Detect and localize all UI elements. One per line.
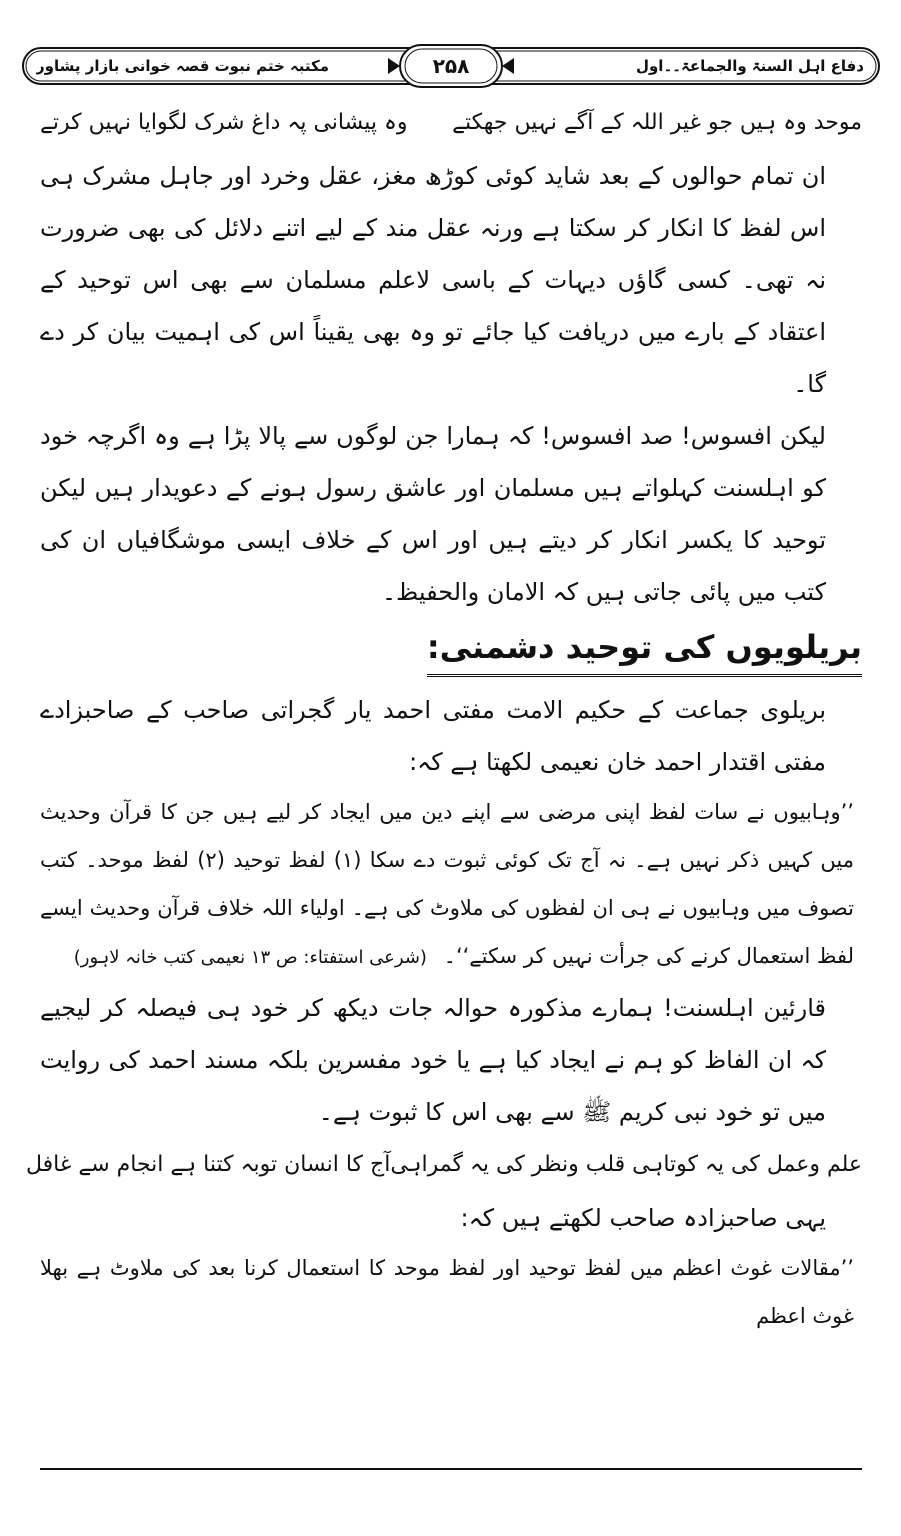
- section-heading: بریلویوں کی توحید دشمنی:: [427, 622, 862, 677]
- couplet-2-first-line: علم وعمل کی یہ کوتاہی قلب ونظر کی یہ گمراہی: [390, 1152, 862, 1177]
- section-heading-container: [40, 618, 862, 684]
- paragraph-5: یہی صاحبزادہ صاحب لکھتے ہیں کہ:: [460, 1204, 826, 1232]
- couplet-1-second-line: وہ پیشانی پہ داغ شرک لگوایا نہیں کرتے: [40, 110, 408, 135]
- header-book-title: دفاع اہل السنۃ والجماعۃ۔۔اول: [635, 57, 864, 75]
- page-number: ۲۵۸: [432, 54, 470, 78]
- paragraph-1: ان تمام حوالوں کے بعد شاید کوئی کوڑھ مغز، عقل وخرد اور جاہل مشرک ہی اس لفظ کا انکار کر سکتا ہے ورنہ عقل مند کے لیے اتنے دلائل کی بھی ضرورت نہ تھی۔ کسی گاؤں دیہات کے باسی لاعلم مسلمان سے بھی اس توحید کے اعتقاد کے بارے میں دریافت کیا جائے تو وہ بھی یقیناً اس کی اہمیت بیان کر دے گا۔: [40, 162, 826, 398]
- quotation-1-text: ’’وہابیوں نے سات لفظ اپنی مرضی سے اپنے دین میں ایجاد کر لیے ہیں جن کا قرآن وحدیث میں کہیں ذکر نہیں ہے۔ نہ آج تک کوئی ثبوت دے سکا (۱) لفظ توحید (۲) لفظ موحد۔ کتب تصوف میں وہابیوں نے ہی ان لفظوں کی ملاوٹ کی ہے۔ اولیاء اللہ خلاف قرآن وحدیث ایسے لفظ استعمال کرنے کی جرأت نہیں کر سکتے‘‘۔: [40, 800, 854, 968]
- paragraph-3: بریلوی جماعت کے حکیم الامت مفتی احمد یار گجراتی صاحب کے صاحبزادے مفتی اقتدار احمد خان نعیمی لکھتا ہے کہ:: [40, 696, 826, 776]
- quotation-2: ’’مقالات غوث اعظم میں لفظ توحید اور لفظ موحد کا استعمال کرنا بعد کی ملاوٹ ہے بھلا غوث اعظم: [40, 1256, 854, 1328]
- page-body: [25, 96, 862, 1340]
- couplet-1-first-line: موحد وہ ہیں جو غیر اللہ کے آگے نہیں جھکتے: [452, 110, 862, 135]
- couplet-2-second-line: آج کا انسان توبہ کتنا ہے انجام سے غافل: [25, 1152, 391, 1177]
- paragraph-2: لیکن افسوس! صد افسوس! کہ ہمارا جن لوگوں سے پالا پڑا ہے وہ اگرچہ خود کو اہلسنت کہلواتے ہیں مسلمان اور عاشق رسول ہونے کے دعویدار ہیں لیکن توحید کا یکسر انکار کر دیتے ہیں اور اس کے خلاف ایسی موشگافیاں ان کی کتب میں پائی جاتی ہیں کہ الامان والحفیظ۔: [40, 422, 826, 606]
- paragraph-4: قارئین اہلسنت! ہمارے مذکورہ حوالہ جات دیکھ کر خود ہی فیصلہ کر لیجیے کہ ان الفاظ کو ہم نے ایجاد کیا ہے یا خود مفسرین بلکہ مسند احمد کی روایت میں تو خود نبی کریم ﷺ سے بھی اس کا ثبوت ہے۔: [40, 994, 826, 1126]
- poetry-couplet-1: [40, 96, 862, 150]
- quotation-1-citation: (شرعی استفتاء: ص ۱۳ نعیمی کتب خانہ لاہور): [73, 947, 427, 968]
- poetry-couplet-2: [25, 1138, 862, 1192]
- header-publisher: مکتبہ ختم نبوت قصہ خوانی بازار پشاور: [36, 57, 330, 75]
- page-header: [22, 44, 880, 88]
- quotation-1: [40, 788, 862, 982]
- footer-divider: [40, 1468, 862, 1470]
